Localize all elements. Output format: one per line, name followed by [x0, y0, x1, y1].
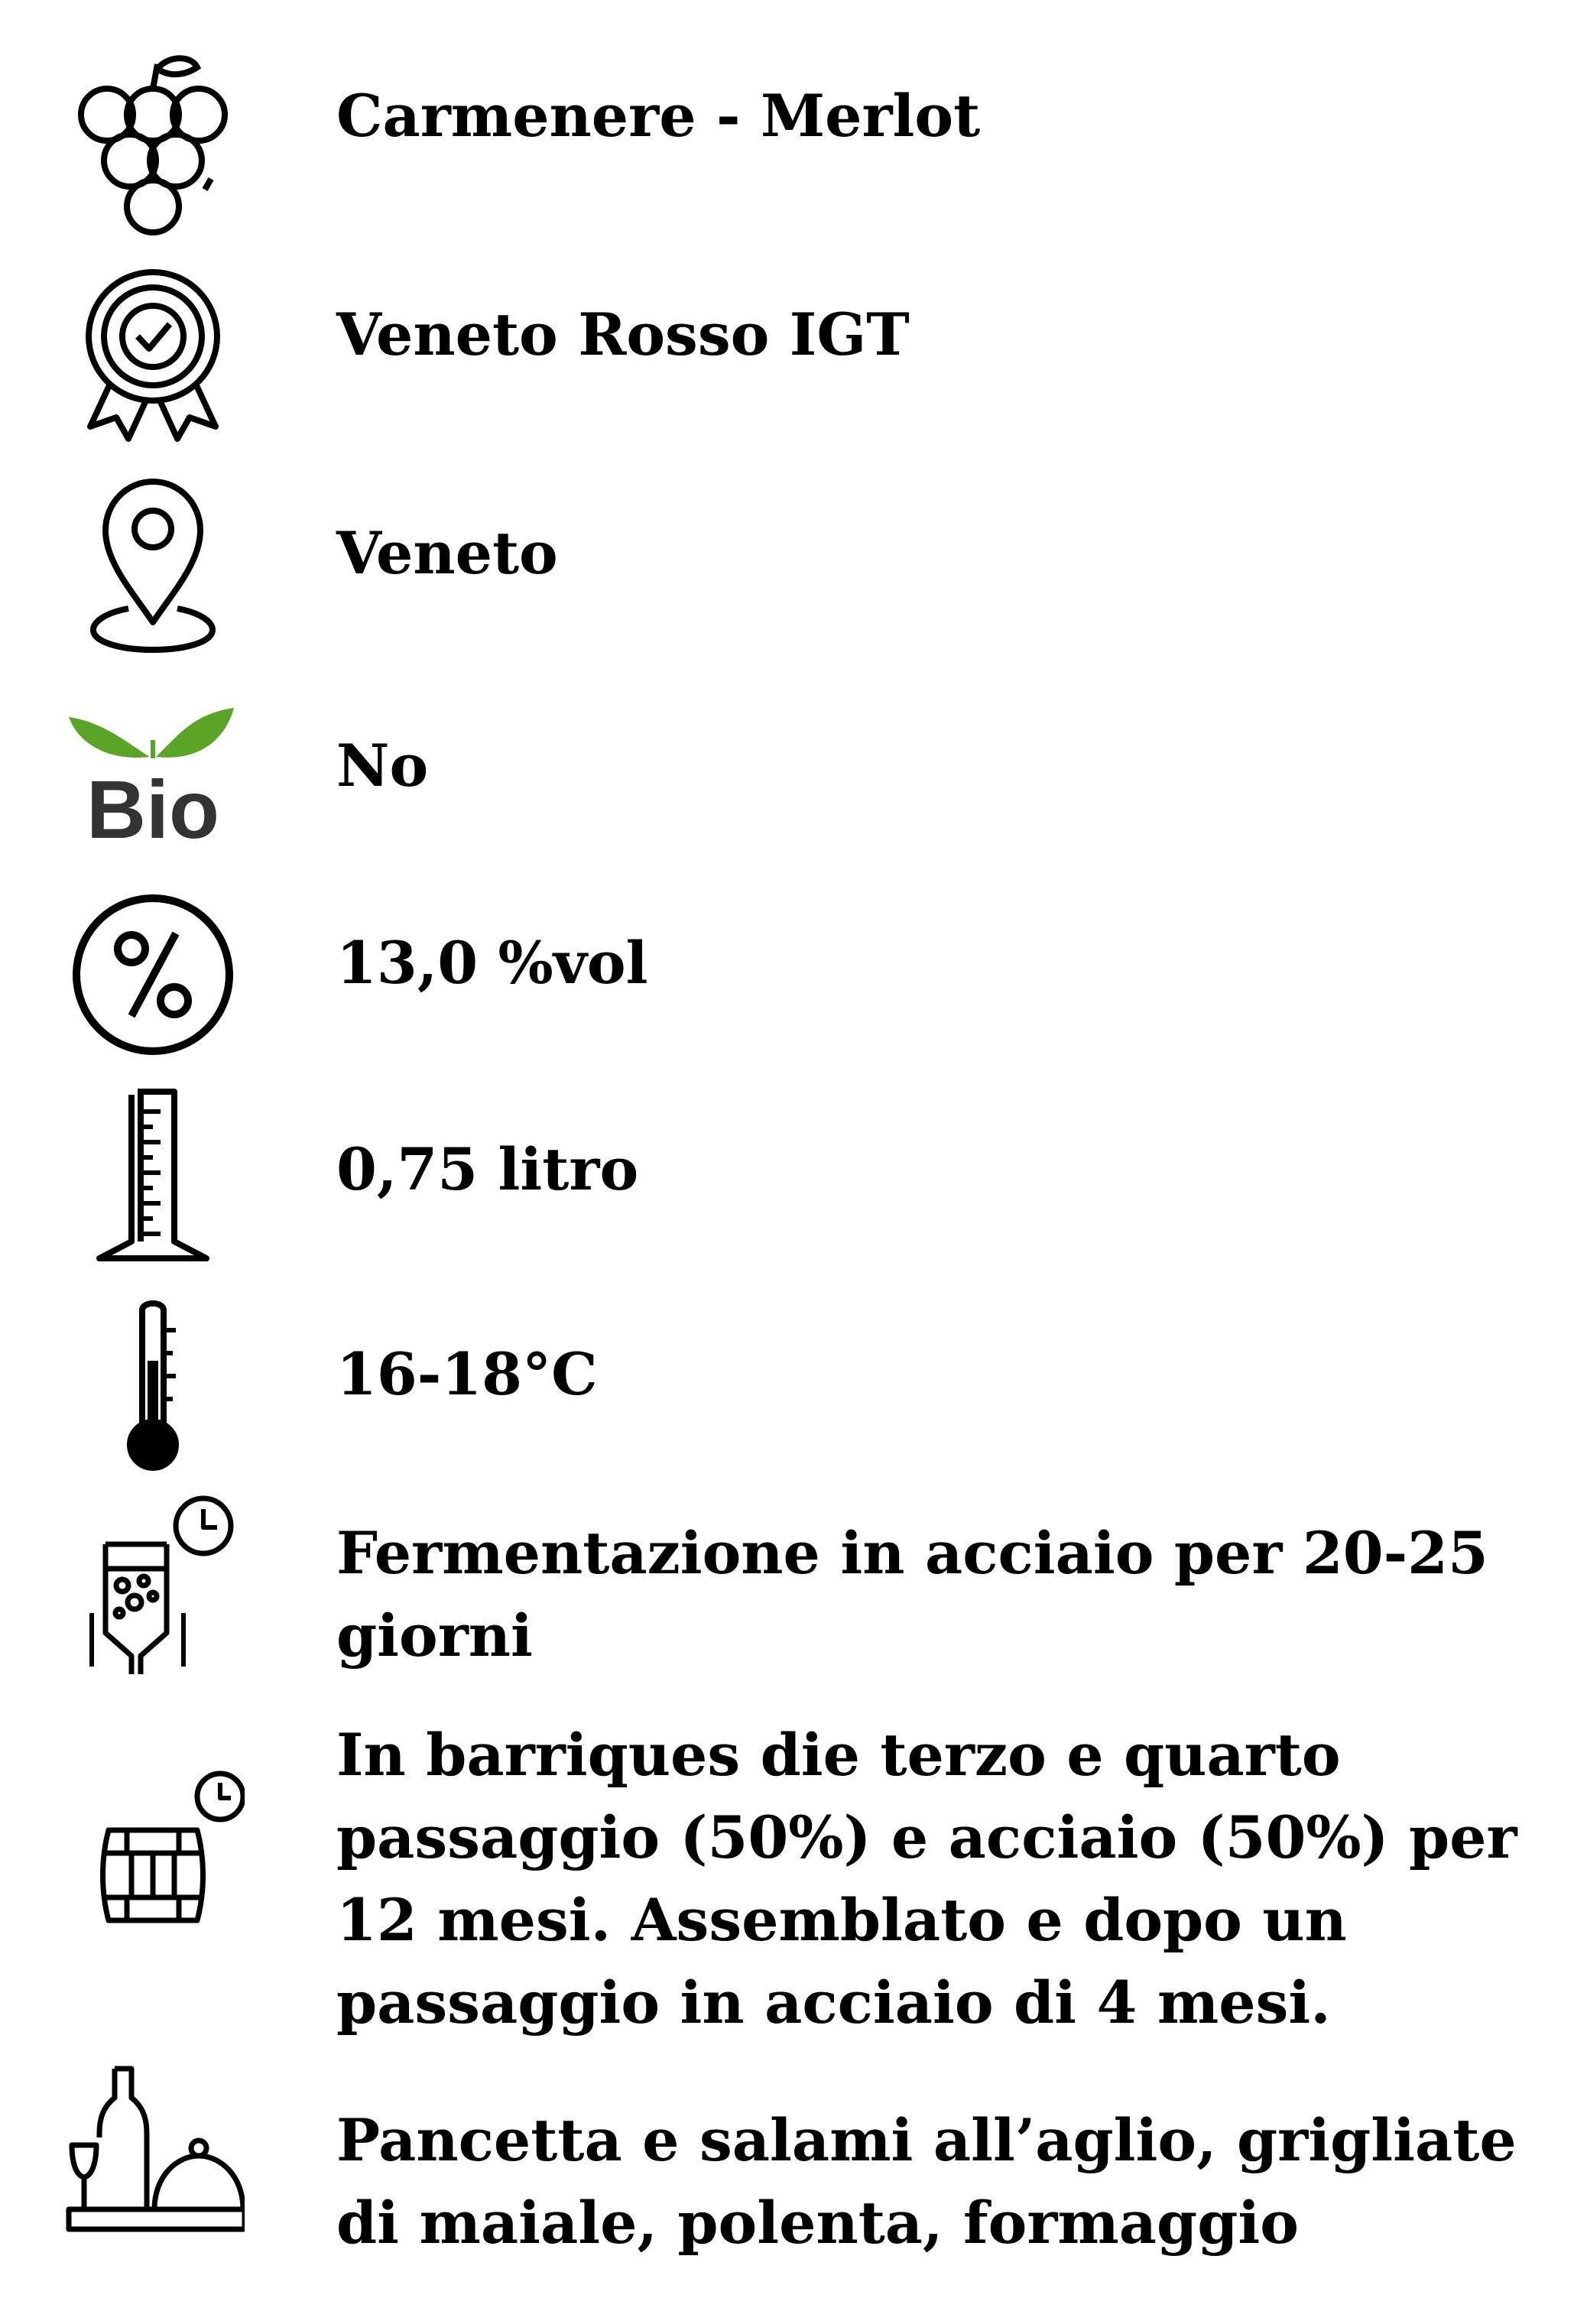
- thermometer-icon: [61, 1292, 245, 1475]
- classification-text: Veneto Rosso IGT: [336, 300, 910, 368]
- food-pairing-icon: [61, 2064, 245, 2248]
- grapes-icon: [61, 54, 245, 237]
- svg-text:Bio: Bio: [86, 763, 219, 855]
- location-pin-icon: [61, 472, 245, 656]
- volume-text: 0,75 litro: [336, 1135, 639, 1203]
- ageing-text: In barriques die terzo e quarto passaggio (50%) e acciaio (50%) per 12 mesi. Assemblato e dopo un passaggio in acciaio di 4 mesi.: [336, 1721, 1517, 2037]
- fermentation-tank-icon: [61, 1491, 245, 1674]
- grape-variety-text: Carmenere - Merlot: [336, 82, 981, 150]
- barrel-clock-icon: [61, 1767, 245, 1951]
- alcohol-text: 13,0 %vol: [336, 929, 648, 997]
- food-pairing-text: Pancetta e salami all’aglio, grigliate di maiale, polenta, formaggio: [336, 2106, 1517, 2257]
- measuring-cylinder-icon: [61, 1084, 245, 1267]
- award-badge-icon: [61, 260, 245, 443]
- region-text: Veneto: [336, 519, 558, 587]
- percent-icon: [61, 883, 245, 1066]
- temperature-text: 16-18°C: [336, 1340, 598, 1408]
- bio-leaf-logo: [61, 673, 245, 856]
- fermentation-text: Fermentazione in acciaio per 20-25 giorni: [336, 1519, 1488, 1670]
- organic-status-text: No: [336, 732, 429, 800]
